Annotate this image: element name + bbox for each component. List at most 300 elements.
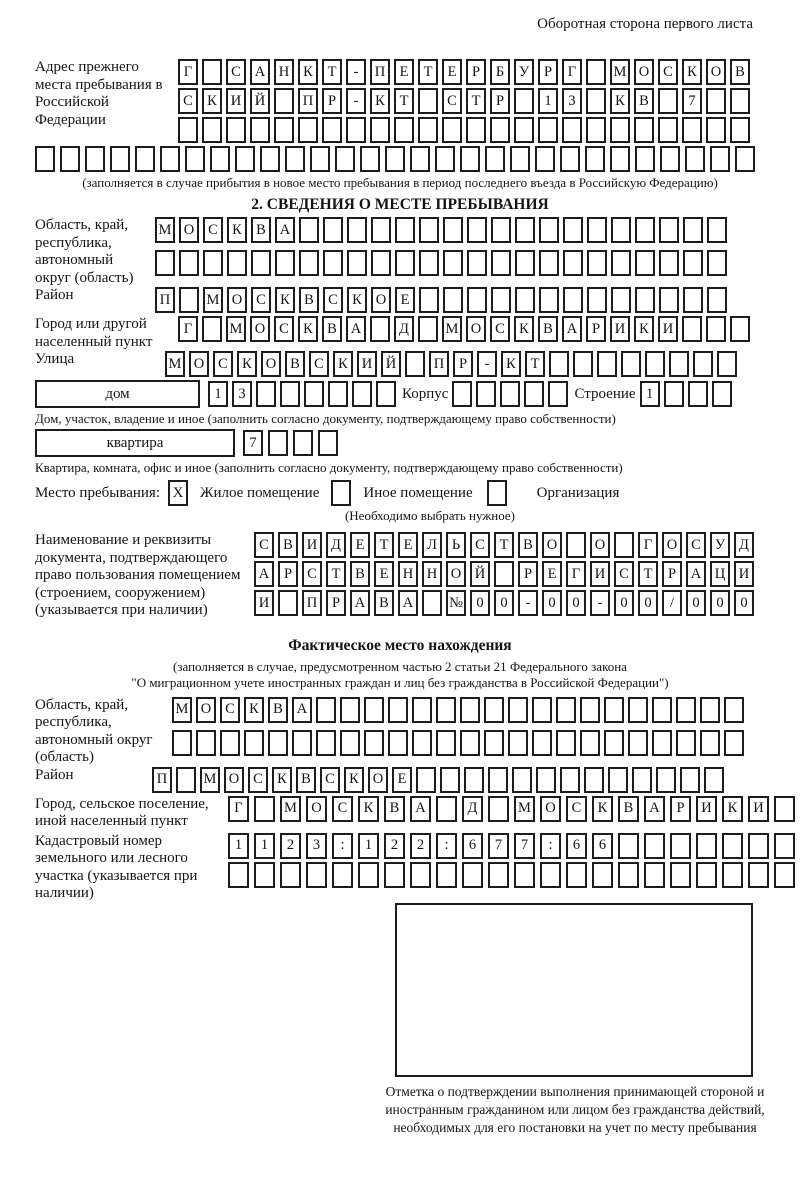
char-cell[interactable]: [608, 767, 628, 793]
char-cell[interactable]: О: [227, 287, 247, 313]
char-cell[interactable]: [160, 146, 180, 172]
char-cell[interactable]: Т: [394, 88, 414, 114]
char-cell[interactable]: [500, 381, 520, 407]
char-cell[interactable]: 0: [494, 590, 514, 616]
char-cell[interactable]: [774, 796, 795, 822]
char-cell[interactable]: 0: [638, 590, 658, 616]
char-cell[interactable]: К: [202, 88, 222, 114]
char-cell[interactable]: И: [302, 532, 322, 558]
char-cell[interactable]: [587, 217, 607, 243]
char-cell[interactable]: [700, 697, 720, 723]
char-cell[interactable]: [549, 351, 569, 377]
char-cell[interactable]: [176, 767, 196, 793]
char-cell[interactable]: [418, 316, 438, 342]
char-cell[interactable]: С: [226, 59, 246, 85]
char-cell[interactable]: [724, 697, 744, 723]
char-cell[interactable]: С: [254, 532, 274, 558]
char-cell[interactable]: [735, 146, 755, 172]
char-cell[interactable]: М: [203, 287, 223, 313]
char-cell[interactable]: [722, 833, 743, 859]
char-cell[interactable]: [452, 381, 472, 407]
char-cell[interactable]: [384, 862, 405, 888]
char-cell[interactable]: [155, 250, 175, 276]
char-cell[interactable]: О: [466, 316, 486, 342]
char-cell[interactable]: Д: [394, 316, 414, 342]
char-cell[interactable]: К: [514, 316, 534, 342]
char-cell[interactable]: 7: [243, 430, 263, 456]
char-cell[interactable]: В: [251, 217, 271, 243]
char-cell[interactable]: [510, 146, 530, 172]
char-cell[interactable]: К: [722, 796, 743, 822]
char-cell[interactable]: [488, 862, 509, 888]
char-cell[interactable]: [316, 730, 336, 756]
char-cell[interactable]: С: [220, 697, 240, 723]
char-cell[interactable]: П: [152, 767, 172, 793]
char-cell[interactable]: [410, 146, 430, 172]
char-cell[interactable]: [628, 730, 648, 756]
char-cell[interactable]: С: [332, 796, 353, 822]
char-cell[interactable]: Р: [326, 590, 346, 616]
char-cell[interactable]: М: [226, 316, 246, 342]
char-cell[interactable]: Н: [274, 59, 294, 85]
char-cell[interactable]: [682, 316, 702, 342]
char-cell[interactable]: [412, 697, 432, 723]
char-cell[interactable]: [556, 697, 576, 723]
char-cell[interactable]: /: [662, 590, 682, 616]
char-cell[interactable]: Т: [326, 561, 346, 587]
char-cell[interactable]: [628, 697, 648, 723]
char-cell[interactable]: С: [309, 351, 329, 377]
char-cell[interactable]: И: [696, 796, 717, 822]
char-cell[interactable]: К: [333, 351, 353, 377]
char-cell[interactable]: [274, 88, 294, 114]
char-cell[interactable]: О: [634, 59, 654, 85]
char-cell[interactable]: [748, 833, 769, 859]
char-cell[interactable]: [203, 250, 223, 276]
char-cell[interactable]: Л: [422, 532, 442, 558]
char-cell[interactable]: О: [368, 767, 388, 793]
char-cell[interactable]: [235, 146, 255, 172]
char-cell[interactable]: [587, 287, 607, 313]
char-cell[interactable]: Д: [734, 532, 754, 558]
char-cell[interactable]: А: [562, 316, 582, 342]
char-cell[interactable]: [460, 697, 480, 723]
char-cell[interactable]: [730, 117, 750, 143]
char-cell[interactable]: [436, 862, 457, 888]
other-premises-checkbox[interactable]: [331, 480, 351, 506]
char-cell[interactable]: К: [244, 697, 264, 723]
char-cell[interactable]: [210, 146, 230, 172]
char-cell[interactable]: [436, 730, 456, 756]
char-cell[interactable]: И: [658, 316, 678, 342]
char-cell[interactable]: Р: [466, 59, 486, 85]
char-cell[interactable]: [323, 250, 343, 276]
char-cell[interactable]: [707, 217, 727, 243]
char-cell[interactable]: [460, 730, 480, 756]
char-cell[interactable]: 7: [682, 88, 702, 114]
char-cell[interactable]: [490, 117, 510, 143]
char-cell[interactable]: [538, 117, 558, 143]
char-cell[interactable]: П: [370, 59, 390, 85]
char-cell[interactable]: [371, 250, 391, 276]
char-cell[interactable]: [340, 697, 360, 723]
char-cell[interactable]: [395, 217, 415, 243]
char-cell[interactable]: [485, 146, 505, 172]
char-cell[interactable]: [618, 862, 639, 888]
char-cell[interactable]: С: [251, 287, 271, 313]
char-cell[interactable]: С: [203, 217, 223, 243]
char-cell[interactable]: В: [384, 796, 405, 822]
char-cell[interactable]: К: [634, 316, 654, 342]
char-cell[interactable]: [275, 250, 295, 276]
char-cell[interactable]: С: [302, 561, 322, 587]
char-cell[interactable]: [202, 117, 222, 143]
char-cell[interactable]: [494, 561, 514, 587]
char-cell[interactable]: 2: [384, 833, 405, 859]
char-cell[interactable]: Т: [418, 59, 438, 85]
char-cell[interactable]: 0: [710, 590, 730, 616]
char-cell[interactable]: [172, 730, 192, 756]
char-cell[interactable]: [540, 862, 561, 888]
char-cell[interactable]: Т: [525, 351, 545, 377]
char-cell[interactable]: [476, 381, 496, 407]
char-cell[interactable]: М: [610, 59, 630, 85]
char-cell[interactable]: [664, 381, 684, 407]
char-cell[interactable]: [135, 146, 155, 172]
char-cell[interactable]: [280, 862, 301, 888]
char-cell[interactable]: К: [275, 287, 295, 313]
char-cell[interactable]: [658, 88, 678, 114]
char-cell[interactable]: [610, 117, 630, 143]
char-cell[interactable]: :: [436, 833, 457, 859]
char-cell[interactable]: [635, 146, 655, 172]
char-cell[interactable]: И: [734, 561, 754, 587]
char-cell[interactable]: О: [706, 59, 726, 85]
char-cell[interactable]: :: [332, 833, 353, 859]
char-cell[interactable]: [346, 117, 366, 143]
char-cell[interactable]: [676, 730, 696, 756]
char-cell[interactable]: [410, 862, 431, 888]
char-cell[interactable]: 1: [228, 833, 249, 859]
char-cell[interactable]: А: [250, 59, 270, 85]
char-cell[interactable]: 0: [566, 590, 586, 616]
char-cell[interactable]: [658, 117, 678, 143]
char-cell[interactable]: [306, 862, 327, 888]
char-cell[interactable]: М: [172, 697, 192, 723]
char-cell[interactable]: [659, 250, 679, 276]
char-cell[interactable]: [604, 697, 624, 723]
char-cell[interactable]: Р: [586, 316, 606, 342]
char-cell[interactable]: В: [322, 316, 342, 342]
char-cell[interactable]: [385, 146, 405, 172]
char-cell[interactable]: В: [518, 532, 538, 558]
char-cell[interactable]: [484, 697, 504, 723]
char-cell[interactable]: [670, 862, 691, 888]
char-cell[interactable]: К: [237, 351, 257, 377]
char-cell[interactable]: [621, 351, 641, 377]
char-cell[interactable]: С: [248, 767, 268, 793]
char-cell[interactable]: [774, 833, 795, 859]
char-cell[interactable]: [370, 316, 390, 342]
char-cell[interactable]: [179, 287, 199, 313]
char-cell[interactable]: [460, 146, 480, 172]
char-cell[interactable]: Г: [562, 59, 582, 85]
char-cell[interactable]: И: [357, 351, 377, 377]
char-cell[interactable]: [304, 381, 324, 407]
char-cell[interactable]: К: [298, 316, 318, 342]
char-cell[interactable]: 1: [208, 381, 228, 407]
char-cell[interactable]: [440, 767, 460, 793]
char-cell[interactable]: И: [610, 316, 630, 342]
char-cell[interactable]: [292, 730, 312, 756]
char-cell[interactable]: К: [370, 88, 390, 114]
char-cell[interactable]: [274, 117, 294, 143]
char-cell[interactable]: [635, 250, 655, 276]
char-cell[interactable]: [676, 697, 696, 723]
char-cell[interactable]: Ь: [446, 532, 466, 558]
char-cell[interactable]: [683, 287, 703, 313]
char-cell[interactable]: [560, 767, 580, 793]
char-cell[interactable]: [419, 250, 439, 276]
char-cell[interactable]: [484, 730, 504, 756]
char-cell[interactable]: Д: [462, 796, 483, 822]
char-cell[interactable]: [491, 287, 511, 313]
char-cell[interactable]: [185, 146, 205, 172]
char-cell[interactable]: [395, 250, 415, 276]
char-cell[interactable]: У: [514, 59, 534, 85]
char-cell[interactable]: 0: [470, 590, 490, 616]
char-cell[interactable]: [202, 59, 222, 85]
char-cell[interactable]: 1: [538, 88, 558, 114]
char-cell[interactable]: [515, 250, 535, 276]
char-cell[interactable]: Р: [278, 561, 298, 587]
char-cell[interactable]: [635, 287, 655, 313]
char-cell[interactable]: Н: [422, 561, 442, 587]
char-cell[interactable]: О: [542, 532, 562, 558]
char-cell[interactable]: [563, 287, 583, 313]
char-cell[interactable]: И: [748, 796, 769, 822]
char-cell[interactable]: Г: [178, 316, 198, 342]
char-cell[interactable]: [539, 217, 559, 243]
char-cell[interactable]: [660, 146, 680, 172]
char-cell[interactable]: С: [213, 351, 233, 377]
char-cell[interactable]: К: [298, 59, 318, 85]
char-cell[interactable]: -: [346, 88, 366, 114]
char-cell[interactable]: [442, 117, 462, 143]
char-cell[interactable]: Е: [350, 532, 370, 558]
char-cell[interactable]: [652, 697, 672, 723]
char-cell[interactable]: 2: [410, 833, 431, 859]
char-cell[interactable]: [611, 217, 631, 243]
char-cell[interactable]: [466, 117, 486, 143]
char-cell[interactable]: [706, 117, 726, 143]
char-cell[interactable]: [748, 862, 769, 888]
char-cell[interactable]: [110, 146, 130, 172]
char-cell[interactable]: О: [189, 351, 209, 377]
char-cell[interactable]: [347, 250, 367, 276]
char-cell[interactable]: [85, 146, 105, 172]
char-cell[interactable]: [418, 88, 438, 114]
char-cell[interactable]: А: [346, 316, 366, 342]
char-cell[interactable]: М: [200, 767, 220, 793]
char-cell[interactable]: Р: [518, 561, 538, 587]
char-cell[interactable]: [254, 796, 275, 822]
char-cell[interactable]: [634, 117, 654, 143]
char-cell[interactable]: [614, 532, 634, 558]
char-cell[interactable]: [685, 146, 705, 172]
char-cell[interactable]: У: [710, 532, 730, 558]
char-cell[interactable]: [226, 117, 246, 143]
char-cell[interactable]: [710, 146, 730, 172]
char-cell[interactable]: [700, 730, 720, 756]
char-cell[interactable]: К: [272, 767, 292, 793]
char-cell[interactable]: [256, 381, 276, 407]
char-cell[interactable]: [443, 287, 463, 313]
char-cell[interactable]: В: [374, 590, 394, 616]
char-cell[interactable]: [488, 767, 508, 793]
char-cell[interactable]: [491, 217, 511, 243]
char-cell[interactable]: [418, 117, 438, 143]
char-cell[interactable]: И: [254, 590, 274, 616]
char-cell[interactable]: [670, 833, 691, 859]
char-cell[interactable]: Е: [542, 561, 562, 587]
char-cell[interactable]: С: [442, 88, 462, 114]
char-cell[interactable]: [683, 250, 703, 276]
residential-checkbox[interactable]: X: [168, 480, 188, 506]
char-cell[interactable]: Ц: [710, 561, 730, 587]
char-cell[interactable]: [580, 730, 600, 756]
char-cell[interactable]: [717, 351, 737, 377]
char-cell[interactable]: [707, 287, 727, 313]
char-cell[interactable]: [730, 88, 750, 114]
char-cell[interactable]: Р: [538, 59, 558, 85]
char-cell[interactable]: [566, 862, 587, 888]
char-cell[interactable]: В: [538, 316, 558, 342]
char-cell[interactable]: К: [501, 351, 521, 377]
char-cell[interactable]: К: [227, 217, 247, 243]
char-cell[interactable]: [682, 117, 702, 143]
char-cell[interactable]: К: [610, 88, 630, 114]
char-cell[interactable]: 6: [462, 833, 483, 859]
char-cell[interactable]: [254, 862, 275, 888]
char-cell[interactable]: [610, 146, 630, 172]
char-cell[interactable]: [645, 351, 665, 377]
char-cell[interactable]: Е: [395, 287, 415, 313]
char-cell[interactable]: 0: [734, 590, 754, 616]
char-cell[interactable]: [693, 351, 713, 377]
char-cell[interactable]: 0: [614, 590, 634, 616]
char-cell[interactable]: И: [226, 88, 246, 114]
char-cell[interactable]: [35, 146, 55, 172]
char-cell[interactable]: Й: [470, 561, 490, 587]
char-cell[interactable]: [774, 862, 795, 888]
char-cell[interactable]: 7: [488, 833, 509, 859]
char-cell[interactable]: [227, 250, 247, 276]
char-cell[interactable]: [535, 146, 555, 172]
char-cell[interactable]: [467, 250, 487, 276]
char-cell[interactable]: А: [644, 796, 665, 822]
char-cell[interactable]: 6: [592, 833, 613, 859]
char-cell[interactable]: [556, 730, 576, 756]
char-cell[interactable]: [332, 862, 353, 888]
char-cell[interactable]: [515, 217, 535, 243]
char-cell[interactable]: [704, 767, 724, 793]
char-cell[interactable]: [328, 381, 348, 407]
char-cell[interactable]: [268, 730, 288, 756]
char-cell[interactable]: А: [275, 217, 295, 243]
char-cell[interactable]: [464, 767, 484, 793]
char-cell[interactable]: Р: [490, 88, 510, 114]
char-cell[interactable]: 0: [542, 590, 562, 616]
char-cell[interactable]: К: [358, 796, 379, 822]
char-cell[interactable]: [310, 146, 330, 172]
char-cell[interactable]: [364, 730, 384, 756]
char-cell[interactable]: [604, 730, 624, 756]
char-cell[interactable]: [706, 316, 726, 342]
char-cell[interactable]: Т: [638, 561, 658, 587]
char-cell[interactable]: В: [730, 59, 750, 85]
char-cell[interactable]: [179, 250, 199, 276]
char-cell[interactable]: [566, 532, 586, 558]
char-cell[interactable]: [683, 217, 703, 243]
char-cell[interactable]: [316, 697, 336, 723]
char-cell[interactable]: Н: [398, 561, 418, 587]
char-cell[interactable]: А: [686, 561, 706, 587]
char-cell[interactable]: [298, 117, 318, 143]
char-cell[interactable]: О: [446, 561, 466, 587]
char-cell[interactable]: [60, 146, 80, 172]
char-cell[interactable]: [299, 217, 319, 243]
char-cell[interactable]: [688, 381, 708, 407]
char-cell[interactable]: [724, 730, 744, 756]
char-cell[interactable]: Р: [670, 796, 691, 822]
char-cell[interactable]: [659, 217, 679, 243]
char-cell[interactable]: [422, 590, 442, 616]
char-cell[interactable]: [512, 767, 532, 793]
char-cell[interactable]: [573, 351, 593, 377]
char-cell[interactable]: Б: [490, 59, 510, 85]
char-cell[interactable]: С: [614, 561, 634, 587]
char-cell[interactable]: В: [618, 796, 639, 822]
char-cell[interactable]: О: [250, 316, 270, 342]
char-cell[interactable]: 1: [640, 381, 660, 407]
char-cell[interactable]: [202, 316, 222, 342]
char-cell[interactable]: Р: [322, 88, 342, 114]
char-cell[interactable]: [560, 146, 580, 172]
char-cell[interactable]: [584, 767, 604, 793]
char-cell[interactable]: К: [347, 287, 367, 313]
char-cell[interactable]: В: [278, 532, 298, 558]
char-cell[interactable]: [562, 117, 582, 143]
char-cell[interactable]: О: [540, 796, 561, 822]
char-cell[interactable]: С: [323, 287, 343, 313]
char-cell[interactable]: Р: [453, 351, 473, 377]
char-cell[interactable]: [388, 697, 408, 723]
char-cell[interactable]: [388, 730, 408, 756]
char-cell[interactable]: [659, 287, 679, 313]
char-cell[interactable]: П: [429, 351, 449, 377]
char-cell[interactable]: [370, 117, 390, 143]
char-cell[interactable]: [178, 117, 198, 143]
char-cell[interactable]: В: [299, 287, 319, 313]
char-cell[interactable]: [586, 88, 606, 114]
char-cell[interactable]: М: [155, 217, 175, 243]
char-cell[interactable]: С: [274, 316, 294, 342]
char-cell[interactable]: [669, 351, 689, 377]
char-cell[interactable]: О: [196, 697, 216, 723]
char-cell[interactable]: С: [178, 88, 198, 114]
char-cell[interactable]: Е: [398, 532, 418, 558]
